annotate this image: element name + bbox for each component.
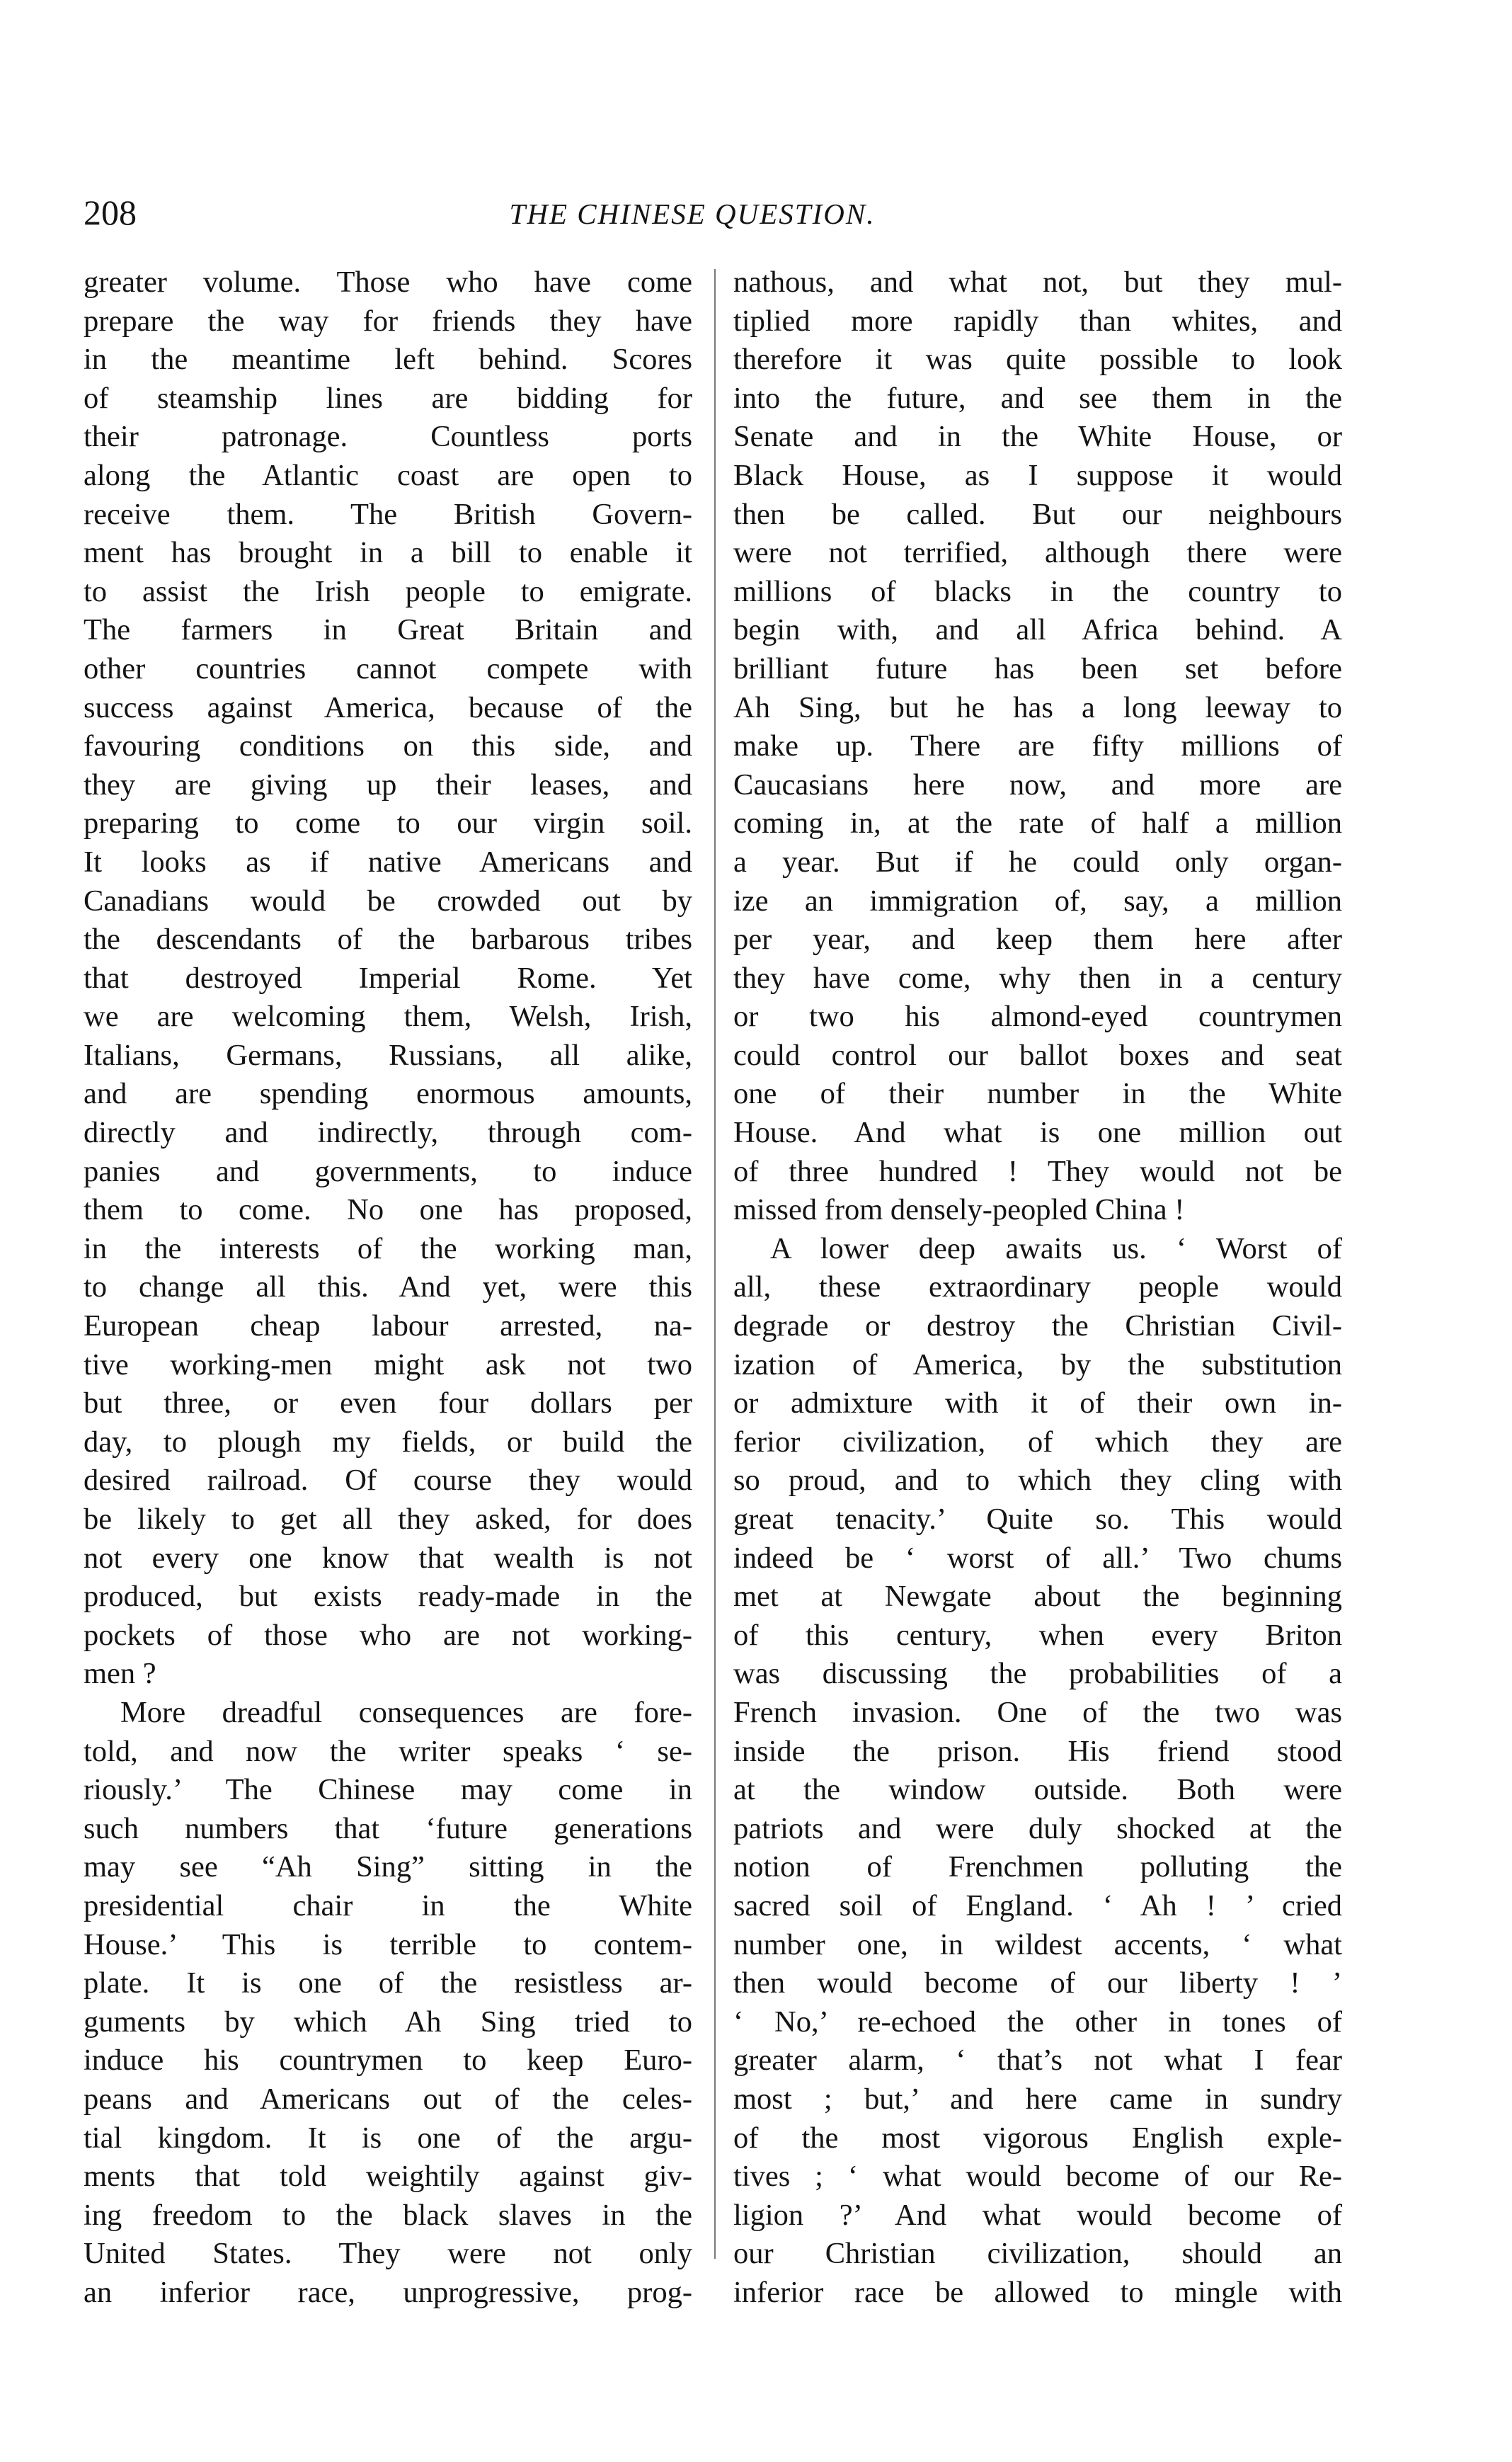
text-line: greater volume. Those who have come: [84, 266, 692, 299]
text-line: or admixture with it of their own in-: [733, 1386, 1342, 1420]
text-line: day, to plough my fields, or build the: [84, 1425, 692, 1459]
text-line: they are giving up their leases, and: [84, 768, 692, 802]
text-line: at the window outside. Both were: [733, 1773, 1342, 1807]
text-line: a year. But if he could only organ-: [733, 845, 1342, 879]
text-line: sacred soil of England. ‘ Ah ! ’ cried: [733, 1888, 1342, 1922]
text-line: of three hundred ! They would not be: [733, 1154, 1342, 1188]
text-line: degrade or destroy the Christian Civil-: [733, 1309, 1342, 1343]
text-line: pockets of those who are not working-: [84, 1618, 692, 1652]
text-line: of steamship lines are bidding for: [84, 381, 692, 415]
text-line: indeed be ‘ worst of all.’ Two chums: [733, 1541, 1342, 1575]
text-line: we are welcoming them, Welsh, Irish,: [84, 1000, 692, 1034]
running-title: THE CHINESE QUESTION.: [509, 198, 876, 230]
text-line: most ; but,’ and here came in sundry: [733, 2082, 1342, 2116]
text-line: It looks as if native Americans and: [84, 845, 692, 879]
text-line: inside the prison. His friend stood: [733, 1734, 1342, 1768]
text-line: to assist the Irish people to emigrate.: [84, 574, 692, 608]
text-line: the descendants of the barbarous tribes: [84, 923, 692, 957]
page-number: 208: [84, 193, 137, 232]
text-line: begin with, and all Africa behind. A: [733, 613, 1342, 647]
text-line: other countries cannot compete with: [84, 651, 692, 685]
text-line: inferior race be allowed to mingle with: [733, 2275, 1342, 2309]
text-line: tiplied more rapidly than whites, and: [733, 304, 1342, 338]
text-line: them to come. No one has proposed,: [84, 1193, 692, 1227]
text-line: Italians, Germans, Russians, all alike,: [84, 1038, 692, 1072]
text-line: tives ; ‘ what would become of our Re-: [733, 2160, 1342, 2194]
text-line: notion of Frenchmen polluting the: [733, 1850, 1342, 1884]
text-line: then be called. But our neighbours: [733, 497, 1342, 531]
text-line: guments by which Ah Sing tried to: [84, 2005, 692, 2039]
text-line: presidential chair in the White: [84, 1888, 692, 1922]
text-line: their patronage. Countless ports: [84, 420, 692, 454]
text-line: ligion ?’ And what would become of: [733, 2198, 1342, 2232]
text-line: Black House, as I suppose it would: [733, 458, 1342, 492]
right-column: [733, 263, 1342, 2312]
text-line: directly and indirectly, through com-: [84, 1116, 692, 1150]
text-line: they have come, why then in a century: [733, 961, 1342, 995]
text-line: desired railroad. Of course they would: [84, 1464, 692, 1498]
text-line: tive working-men might ask not two: [84, 1347, 692, 1381]
text-line: ferior civilization, of which they are: [733, 1425, 1342, 1459]
text-line: United States. They were not only: [84, 2237, 692, 2271]
text-line: to change all this. And yet, were this: [84, 1270, 692, 1304]
text-line: told, and now the writer speaks ‘ se-: [84, 1734, 692, 1768]
text-line: French invasion. One of the two was: [733, 1695, 1342, 1729]
text-line: receive them. The British Govern-: [84, 497, 692, 531]
text-line: produced, but exists ready-made in the: [84, 1580, 692, 1614]
text-line: plate. It is one of the resistless ar-: [84, 1966, 692, 2000]
text-line: per year, and keep them here after: [733, 923, 1342, 957]
text-line: and are spending enormous amounts,: [84, 1077, 692, 1111]
text-line: brilliant future has been set before: [733, 651, 1342, 685]
text-line: ment has brought in a bill to enable it: [84, 536, 692, 570]
text-line: peans and Americans out of the celes-: [84, 2082, 692, 2116]
text-line: prepare the way for friends they have: [84, 304, 692, 338]
text-line: of the most vigorous English exple-: [733, 2121, 1342, 2155]
text-line: then would become of our liberty ! ’: [733, 1966, 1342, 2000]
text-line: of this century, when every Briton: [733, 1618, 1342, 1652]
text-line: were not terrified, although there were: [733, 536, 1342, 570]
text-line: success against America, because of the: [84, 690, 692, 724]
text-line: one of their number in the White: [733, 1077, 1342, 1111]
text-line: our Christian civilization, should an: [733, 2237, 1342, 2271]
text-line: missed from densely-peopled China !: [733, 1193, 1185, 1227]
text-line: met at Newgate about the beginning: [733, 1580, 1342, 1614]
text-line: could control our ballot boxes and seat: [733, 1038, 1342, 1072]
text-line: but three, or even four dollars per: [84, 1386, 692, 1420]
text-line: House. And what is one million out: [733, 1116, 1342, 1150]
text-line: riously.’ The Chinese may come in: [84, 1773, 692, 1807]
text-line: Canadians would be crowded out by: [84, 884, 692, 918]
text-line: in the meantime left behind. Scores: [84, 343, 692, 377]
text-line: greater alarm, ‘ that’s not what I fear: [733, 2044, 1342, 2078]
text-line: millions of blacks in the country to: [733, 574, 1342, 608]
text-line: into the future, and see them in the: [733, 381, 1342, 415]
text-line: ing freedom to the black slaves in the: [84, 2198, 692, 2232]
text-line: was discussing the probabilities of a: [733, 1657, 1342, 1691]
text-line: More dreadful consequences are fore-: [120, 1695, 692, 1729]
text-line: preparing to come to our virgin soil.: [84, 807, 692, 840]
text-line: not every one know that wealth is not: [84, 1541, 692, 1575]
text-line: therefore it was quite possible to look: [733, 343, 1342, 377]
text-line: in the interests of the working man,: [84, 1231, 692, 1265]
column-divider: [714, 269, 716, 2259]
text-line: that destroyed Imperial Rome. Yet: [84, 961, 692, 995]
text-line: Ah Sing, but he has a long leeway to: [733, 690, 1342, 724]
text-line: tial kingdom. It is one of the argu-: [84, 2121, 692, 2155]
left-column: [84, 263, 692, 2312]
text-line: great tenacity.’ Quite so. This would: [733, 1503, 1342, 1536]
text-line: may see “Ah Sing” sitting in the: [84, 1850, 692, 1884]
text-line: along the Atlantic coast are open to: [84, 458, 692, 492]
text-line: The farmers in Great Britain and: [84, 613, 692, 647]
text-line: panies and governments, to induce: [84, 1154, 692, 1188]
text-line: ‘ No,’ re-echoed the other in tones of: [733, 2005, 1342, 2039]
text-line: number one, in wildest accents, ‘ what: [733, 1927, 1342, 1961]
text-line: be likely to get all they asked, for does: [84, 1503, 692, 1536]
text-line: induce his countrymen to keep Euro-: [84, 2044, 692, 2078]
text-line: such numbers that ‘future generations: [84, 1811, 692, 1845]
text-line: so proud, and to which they cling with: [733, 1464, 1342, 1498]
text-line: House.’ This is terrible to contem-: [84, 1927, 692, 1961]
text-line: European cheap labour arrested, na-: [84, 1309, 692, 1343]
text-line: ize an immigration of, say, a million: [733, 884, 1342, 918]
text-line: A lower deep awaits us. ‘ Worst of: [770, 1231, 1342, 1265]
text-line: an inferior race, unprogressive, prog-: [84, 2275, 692, 2309]
text-line: Senate and in the White House, or: [733, 420, 1342, 454]
text-line: nathous, and what not, but they mul-: [733, 266, 1342, 299]
text-line: patriots and were duly shocked at the: [733, 1811, 1342, 1845]
text-line: ization of America, by the substitution: [733, 1347, 1342, 1381]
text-line: ments that told weightily against giv-: [84, 2160, 692, 2194]
text-line: or two his almond-eyed countrymen: [733, 1000, 1342, 1034]
text-line: Caucasians here now, and more are: [733, 768, 1342, 802]
text-line: make up. There are fifty millions of: [733, 729, 1342, 763]
text-line: favouring conditions on this side, and: [84, 729, 692, 763]
text-line: coming in, at the rate of half a million: [733, 807, 1342, 840]
text-line: all, these extraordinary people would: [733, 1270, 1342, 1304]
running-head: [84, 191, 1329, 241]
text-line: men ?: [84, 1657, 156, 1691]
